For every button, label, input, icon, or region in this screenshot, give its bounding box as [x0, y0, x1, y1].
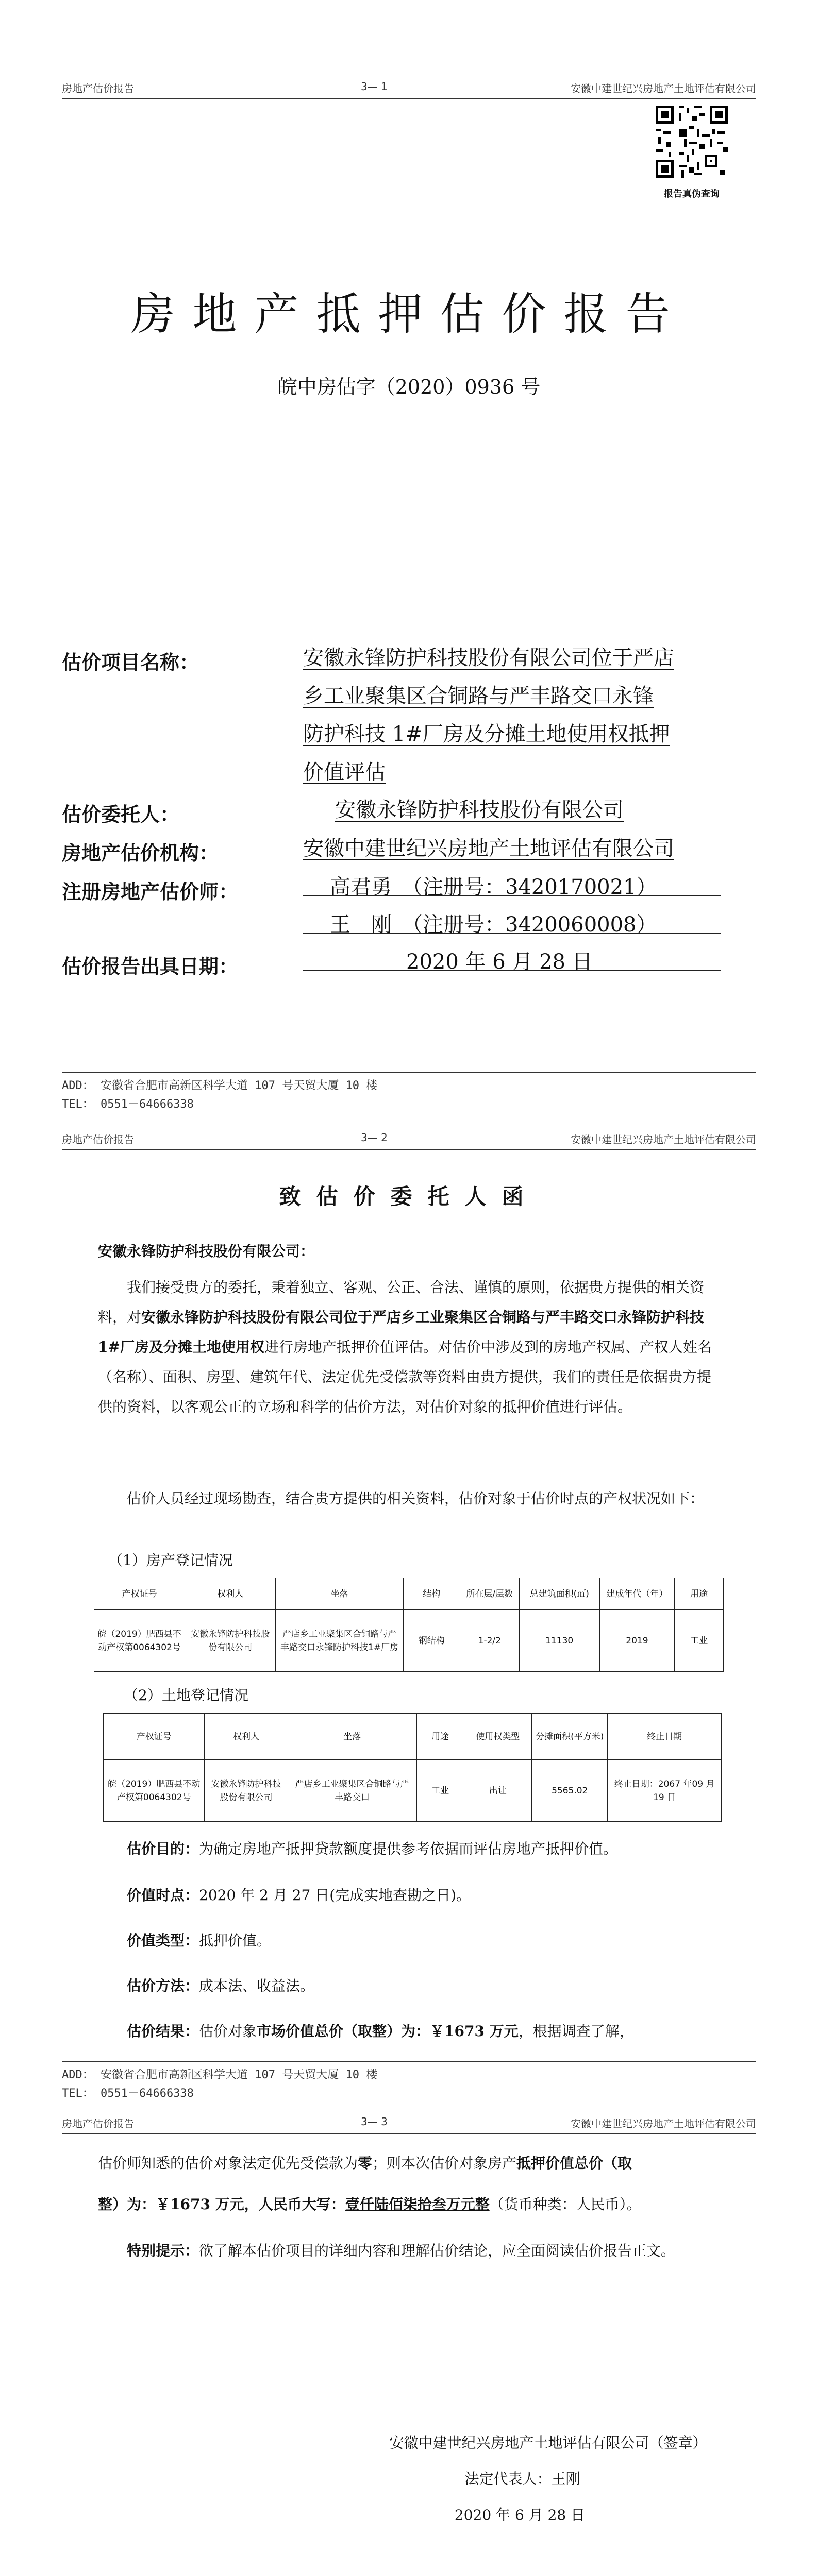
item-text: 为确定房地产抵押贷款额度提供参考依据而评估房地产抵押价值。 [199, 1840, 618, 1857]
report-title: 房地产抵押估价报告 [130, 289, 688, 340]
project-line: 安徽永锋防护科技股份有限公司位于严店 [303, 646, 674, 670]
header-right: 安徽中建世纪兴房地产土地评估有限公司 [571, 2117, 756, 2130]
item-text: 2020 年 2 月 27 日(完成实地查勘之日)。 [199, 1887, 471, 1904]
conclusion-line-2 [98, 2190, 727, 2219]
appraiser-2: 王 刚 （注册号：3420060008） [330, 913, 657, 937]
footer-phone: TEL： 0551－64666338 [62, 1098, 194, 1111]
conclusion-line-1 [98, 2148, 727, 2178]
page2-header [62, 1128, 756, 1150]
result-text: 估价对象 [199, 2023, 257, 2040]
table-cell: 严店乡工业聚集区合铜路与严丰路交口永锋防护科技1#厂房 [276, 1610, 403, 1672]
report-date-underline [303, 970, 721, 971]
table-header: 所在层/层数 [460, 1578, 519, 1610]
table-cell: 终止日期：2067 年09 月 19 日 [608, 1760, 722, 1822]
header-left: 房地产估价报告 [62, 2117, 134, 2130]
table-row [104, 1760, 722, 1822]
table-cell: 皖（2019）肥西县不动产权第0064302号 [94, 1610, 185, 1672]
table-cell: 11130 [519, 1610, 599, 1672]
project-line: 价值评估 [303, 760, 386, 784]
qr-code[interactable] [653, 103, 730, 180]
table-header: 建成年代（年） [599, 1578, 675, 1610]
table-row [94, 1610, 724, 1672]
agency-value: 安徽中建世纪兴房地产土地评估有限公司 [303, 837, 674, 860]
conclusion-emphasis: 抵押价值总价（取 [516, 2155, 632, 2172]
result-tail: ，根据调查了解， [518, 2023, 634, 2040]
header-left: 房地产估价报告 [62, 1133, 134, 1146]
appraiser-label: 注册房地产估价师： [62, 880, 239, 903]
qr-code-icon [653, 103, 730, 180]
item-label: 估价结果： [127, 2023, 199, 2040]
para1-tail: 进行房地产抵押价值评估。对估价中涉及到的房地产权属、产权人姓名（名称）、面积、房型、建筑年代、法定优先受偿款等资料由贵方提供，我们的责任是依据贵方提供的资料，以客观公正的立场和科学的估价方法，对估价对象的抵押价值进行评估。 [98, 1338, 712, 1415]
signature-representative: 法定代表人：王刚 [464, 2470, 580, 2487]
special-note-label: 特别提示： [127, 2242, 199, 2259]
page1-footer [62, 1072, 756, 1114]
letter-salutation: 安徽永锋防护科技股份有限公司： [98, 1243, 315, 1260]
header-right: 安徽中建世纪兴房地产土地评估有限公司 [571, 1133, 756, 1146]
project-name-value [303, 639, 726, 791]
appraisal-method [127, 1971, 314, 2001]
appraisal-result [127, 2016, 634, 2046]
table-header: 使用权类型 [464, 1714, 532, 1760]
table-cell: 2019 [599, 1610, 675, 1672]
conclusion-text: ；则本次估价对象房产 [372, 2155, 517, 2172]
table-header: 总建筑面积(㎡) [519, 1578, 599, 1610]
conclusion-text: 估价师知悉的估价对象法定优先受偿款为 [98, 2155, 358, 2172]
land-table-heading: （2）土地登记情况 [124, 1687, 248, 1704]
footer-phone: TEL： 0551－64666338 [62, 2087, 194, 2100]
page2-footer [62, 2061, 756, 2103]
para1-text: 我们接受贵方的委托，秉着独立、客观、公正、合法、谨慎的原则，依据贵方提供的相关资料，对 [98, 1279, 705, 1326]
letter-paragraph-2: 估价人员经过现场勘查，结合贵方提供的相关资料，估价对象于估价时点的产权状况如下： [127, 1490, 705, 1507]
appraiser-1: 高君勇 （注册号：3420170021） [330, 875, 657, 899]
item-label: 价值类型： [127, 1932, 199, 1949]
report-number: 皖中房估字（2020）0936 号 [277, 376, 541, 398]
letter-paragraph-1 [98, 1273, 722, 1422]
table-header: 产权证号 [104, 1714, 205, 1760]
signature-date: 2020 年 6 月 28 日 [454, 2506, 586, 2523]
header-page-no: 3— 2 [361, 1131, 388, 1144]
land-registration-table [103, 1713, 722, 1822]
table-cell: 1-2/2 [460, 1610, 519, 1672]
table-header: 结构 [403, 1578, 460, 1610]
special-note-text: 欲了解本估价项目的详细内容和理解估价结论，应全面阅读估价报告正文。 [199, 2242, 676, 2259]
footer-address: ADD： 安徽省合肥市高新区科学大道 107 号天贸大厦 10 楼 [62, 2069, 378, 2081]
agency-label: 房地产估价机构： [62, 842, 219, 865]
house-registration-table [94, 1578, 724, 1672]
table-header: 产权证号 [94, 1578, 185, 1610]
appraisal-purpose [127, 1834, 725, 1864]
priority-amount: 零 [358, 2155, 373, 2172]
report-date-value: 2020 年 6 月 28 日 [406, 950, 593, 974]
header-page-no: 3— 3 [361, 2115, 388, 2128]
report-date-label: 估价报告出具日期： [62, 955, 239, 978]
page3-header [62, 2112, 756, 2134]
item-label: 价值时点： [127, 1887, 199, 1904]
value-date [127, 1880, 471, 1910]
table-header: 权利人 [185, 1578, 276, 1610]
conclusion-currency: （货币种类：人民币）。 [489, 2196, 641, 2213]
table-cell: 钢结构 [403, 1610, 460, 1672]
table-cell: 出让 [464, 1760, 532, 1822]
item-label: 估价方法： [127, 1977, 199, 1994]
table-header: 坐落 [288, 1714, 416, 1760]
table-header: 分摊面积(平方米) [532, 1714, 608, 1760]
qr-caption: 报告真伪查询 [664, 189, 720, 199]
table-cell: 安徽永锋防护科技股份有限公司 [205, 1760, 288, 1822]
signature-company: 安徽中建世纪兴房地产土地评估有限公司（签章） [389, 2434, 707, 2451]
table-cell: 工业 [416, 1760, 464, 1822]
header-page-no: 3— 1 [361, 80, 388, 93]
table-header: 用途 [675, 1578, 724, 1610]
client-label: 估价委托人： [62, 803, 180, 826]
item-text: 抵押价值。 [199, 1932, 272, 1949]
client-value: 安徽永锋防护科技股份有限公司 [335, 798, 624, 822]
value-type [127, 1926, 271, 1956]
table-cell: 工业 [675, 1610, 724, 1672]
footer-address: ADD： 安徽省合肥市高新区科学大道 107 号天贸大厦 10 楼 [62, 1079, 378, 1092]
page1-header [62, 77, 756, 99]
project-line: 防护科技 1#厂房及分摊土地使用权抵押 [303, 722, 670, 746]
header-left: 房地产估价报告 [62, 82, 134, 95]
table-cell: 皖（2019）肥西县不动产权第0064302号 [104, 1760, 205, 1822]
table-header: 权利人 [205, 1714, 288, 1760]
table-cell: 严店乡工业聚集区合铜路与严丰路交口 [288, 1760, 416, 1822]
para1-subject: 安徽永锋防护科技股份有限公司位于严店乡工业聚集区合铜路与严丰路交口永锋防护科技 1#厂房及分摊土地使用权 [98, 1309, 705, 1355]
appraiser-2-underline [303, 933, 721, 934]
appraiser-1-underline [303, 895, 721, 896]
conclusion-amount-words: 壹仟陆佰柒拾叁万元整 [345, 2196, 490, 2213]
special-note [127, 2236, 725, 2266]
item-label: 估价目的： [127, 1840, 199, 1857]
project-line: 乡工业聚集区合铜路与严丰路交口永锋 [303, 684, 654, 708]
project-name-label: 估价项目名称： [62, 651, 199, 674]
table-header: 终止日期 [608, 1714, 722, 1760]
table-cell: 安徽永锋防护科技股份有限公司 [185, 1610, 276, 1672]
item-text: 成本法、收益法。 [199, 1977, 315, 1994]
header-right: 安徽中建世纪兴房地产土地评估有限公司 [571, 82, 756, 95]
house-table-heading: （1）房产登记情况 [108, 1552, 233, 1569]
table-header: 用途 [416, 1714, 464, 1760]
result-value: 市场价值总价（取整）为：￥1673 万元 [257, 2023, 519, 2040]
conclusion-value: 整）为：￥1673 万元，人民币大写： [98, 2196, 345, 2213]
letter-title: 致估价委托人函 [279, 1184, 539, 1209]
table-header: 坐落 [276, 1578, 403, 1610]
table-cell: 5565.02 [532, 1760, 608, 1822]
